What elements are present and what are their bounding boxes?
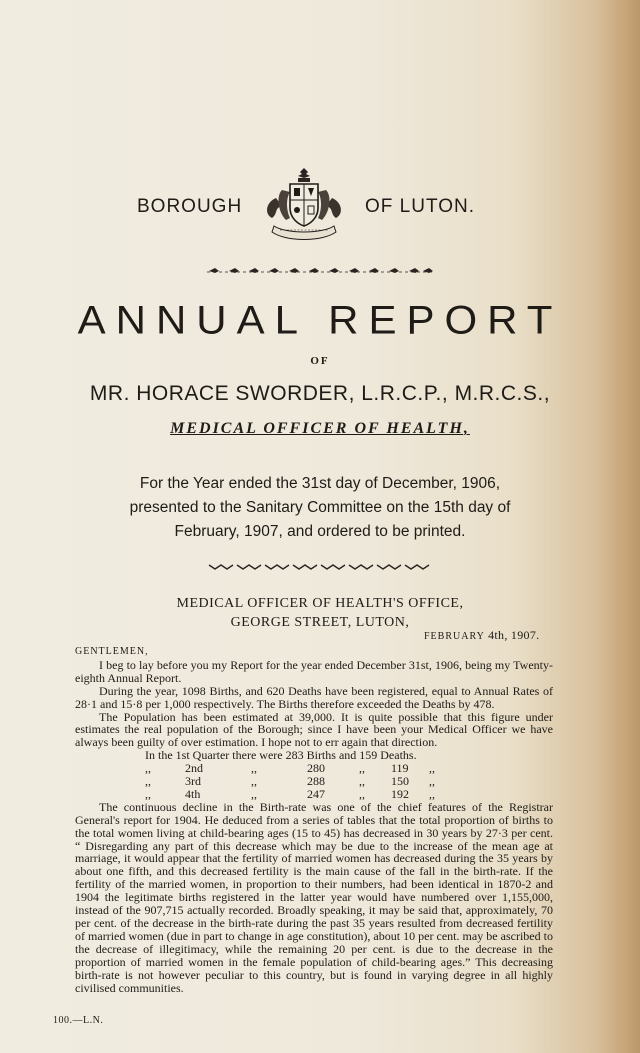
ditto-mark: ,, bbox=[429, 786, 435, 801]
office-line: GEORGE STREET, LUTON, bbox=[230, 615, 410, 630]
births-value: 288 bbox=[307, 774, 325, 789]
ditto-mark: ,, bbox=[145, 774, 151, 789]
date-month: FEBRUARY bbox=[424, 631, 485, 642]
coat-of-arms-icon bbox=[256, 168, 352, 248]
ditto-mark: ,, bbox=[145, 786, 151, 801]
quarter-label: 4th bbox=[185, 786, 201, 801]
report-period bbox=[60, 472, 580, 544]
borough-label-left: BOROUGH bbox=[137, 196, 243, 217]
ditto-mark: ,, bbox=[251, 761, 257, 776]
ditto-mark: ,, bbox=[359, 774, 365, 789]
ornament-icon bbox=[205, 265, 435, 275]
ditto-mark: ,, bbox=[145, 761, 151, 776]
ditto-mark: ,, bbox=[251, 786, 257, 801]
ditto-mark: ,, bbox=[251, 774, 257, 789]
deaths-value: 119 bbox=[391, 761, 409, 776]
ditto-mark: ,, bbox=[429, 761, 435, 776]
quarter-row bbox=[75, 775, 553, 788]
paragraph: During the year, 1098 Births, and 620 Deaths have been registered, equal to Annual Rates of 28·1 and 15·8 per 1,000 respectively. The Births therefore exceeded the Deaths by 478. bbox=[75, 683, 553, 711]
printer-mark: 100.—L.N. bbox=[53, 1015, 104, 1026]
period-line: presented to the Sanitary Committee on the 15th day of bbox=[129, 499, 511, 516]
quarter-label: 3rd bbox=[185, 774, 201, 789]
births-value: 280 bbox=[307, 761, 325, 776]
borough-label-right: OF LUTON. bbox=[365, 196, 475, 217]
report-title: ANNUAL REPORT bbox=[77, 297, 563, 342]
period-line: For the Year ended the 31st day of December, 1906, bbox=[139, 475, 501, 492]
quarter-table bbox=[75, 762, 553, 801]
header bbox=[0, 168, 640, 248]
date-rest: 4th, 1907. bbox=[484, 628, 540, 642]
letter-date bbox=[424, 628, 539, 643]
quarter-label: 2nd bbox=[185, 761, 203, 776]
ornament-icon bbox=[207, 561, 433, 571]
paragraph: The Population has been estimated at 39,000. It is quite possible that this figure under estimates the real population of the Borough; since I have been your Medical Officer we have always been guilty of over estimation. I hope not to err again that direction. bbox=[75, 709, 553, 750]
divider-ornament bbox=[0, 262, 640, 280]
salutation: GENTLEMEN, bbox=[75, 646, 149, 657]
paragraph: The continuous decline in the Birth-rate was one of the chief features of the Registrar General's report for 1904. He deduced from a series of tables that the total proportion of births to the total women living at child-bearing ages (15 to 45) has decreased in 30 years by 27·3 per cent. “ Disregarding any part of this decrease which may be due to the increase of the mean age at marriage, it would appear that the fertility of married women has decreased during the 35 years by about one fifth, and this decreased fertility is the main cause of the fall in the birth-rate. If the fertility of the married women, in proportion to their numbers, had been identical in 1870-2 and 1904 the legitimate births registered in the latter year would have numbered over 1,155,000, instead of the 907,715 actually recorded. Broadly speaking, it may be said that, approximately, 70 per cent. of the decrease in the birth-rate during the past 35 years resulted from decreased fertility of married women (due in part to change in age constitution), about 10 per cent. may be ascribed to the decrease of illegitimacy, while the remaining 20 per cent. is due to the decrease in the proportion of married women in the female population of child-bearing ages.” This decreasing birth-rate is not however peculiar to this country, but is found in varying degree in all highly civilised communities. bbox=[75, 799, 553, 995]
births-value: 247 bbox=[307, 786, 325, 801]
title-of: OF bbox=[310, 355, 330, 367]
office-address bbox=[0, 594, 640, 632]
divider-ornament bbox=[0, 558, 640, 576]
ditto-mark: ,, bbox=[359, 761, 365, 776]
deaths-value: 192 bbox=[391, 786, 409, 801]
officer-name: MR. HORACE SWORDER, L.R.C.P., M.R.C.S., bbox=[89, 382, 551, 405]
paragraph: I beg to lay before you my Report for the year ended December 31st, 1906, being my Twenty-eighth Annual Report. bbox=[75, 657, 553, 685]
ditto-mark: ,, bbox=[359, 786, 365, 801]
ditto-mark: ,, bbox=[429, 774, 435, 789]
quarter-row bbox=[75, 788, 553, 801]
quarter-intro: In the 1st Quarter there were 283 Births and 159 Deaths. bbox=[145, 748, 417, 763]
officer-role: MEDICAL OFFICER OF HEALTH, bbox=[170, 420, 470, 437]
office-line: MEDICAL OFFICER OF HEALTH'S OFFICE, bbox=[176, 596, 464, 611]
letter-body bbox=[75, 646, 553, 994]
period-line: February, 1907, and ordered to be printed. bbox=[174, 523, 466, 540]
deaths-value: 150 bbox=[391, 774, 409, 789]
